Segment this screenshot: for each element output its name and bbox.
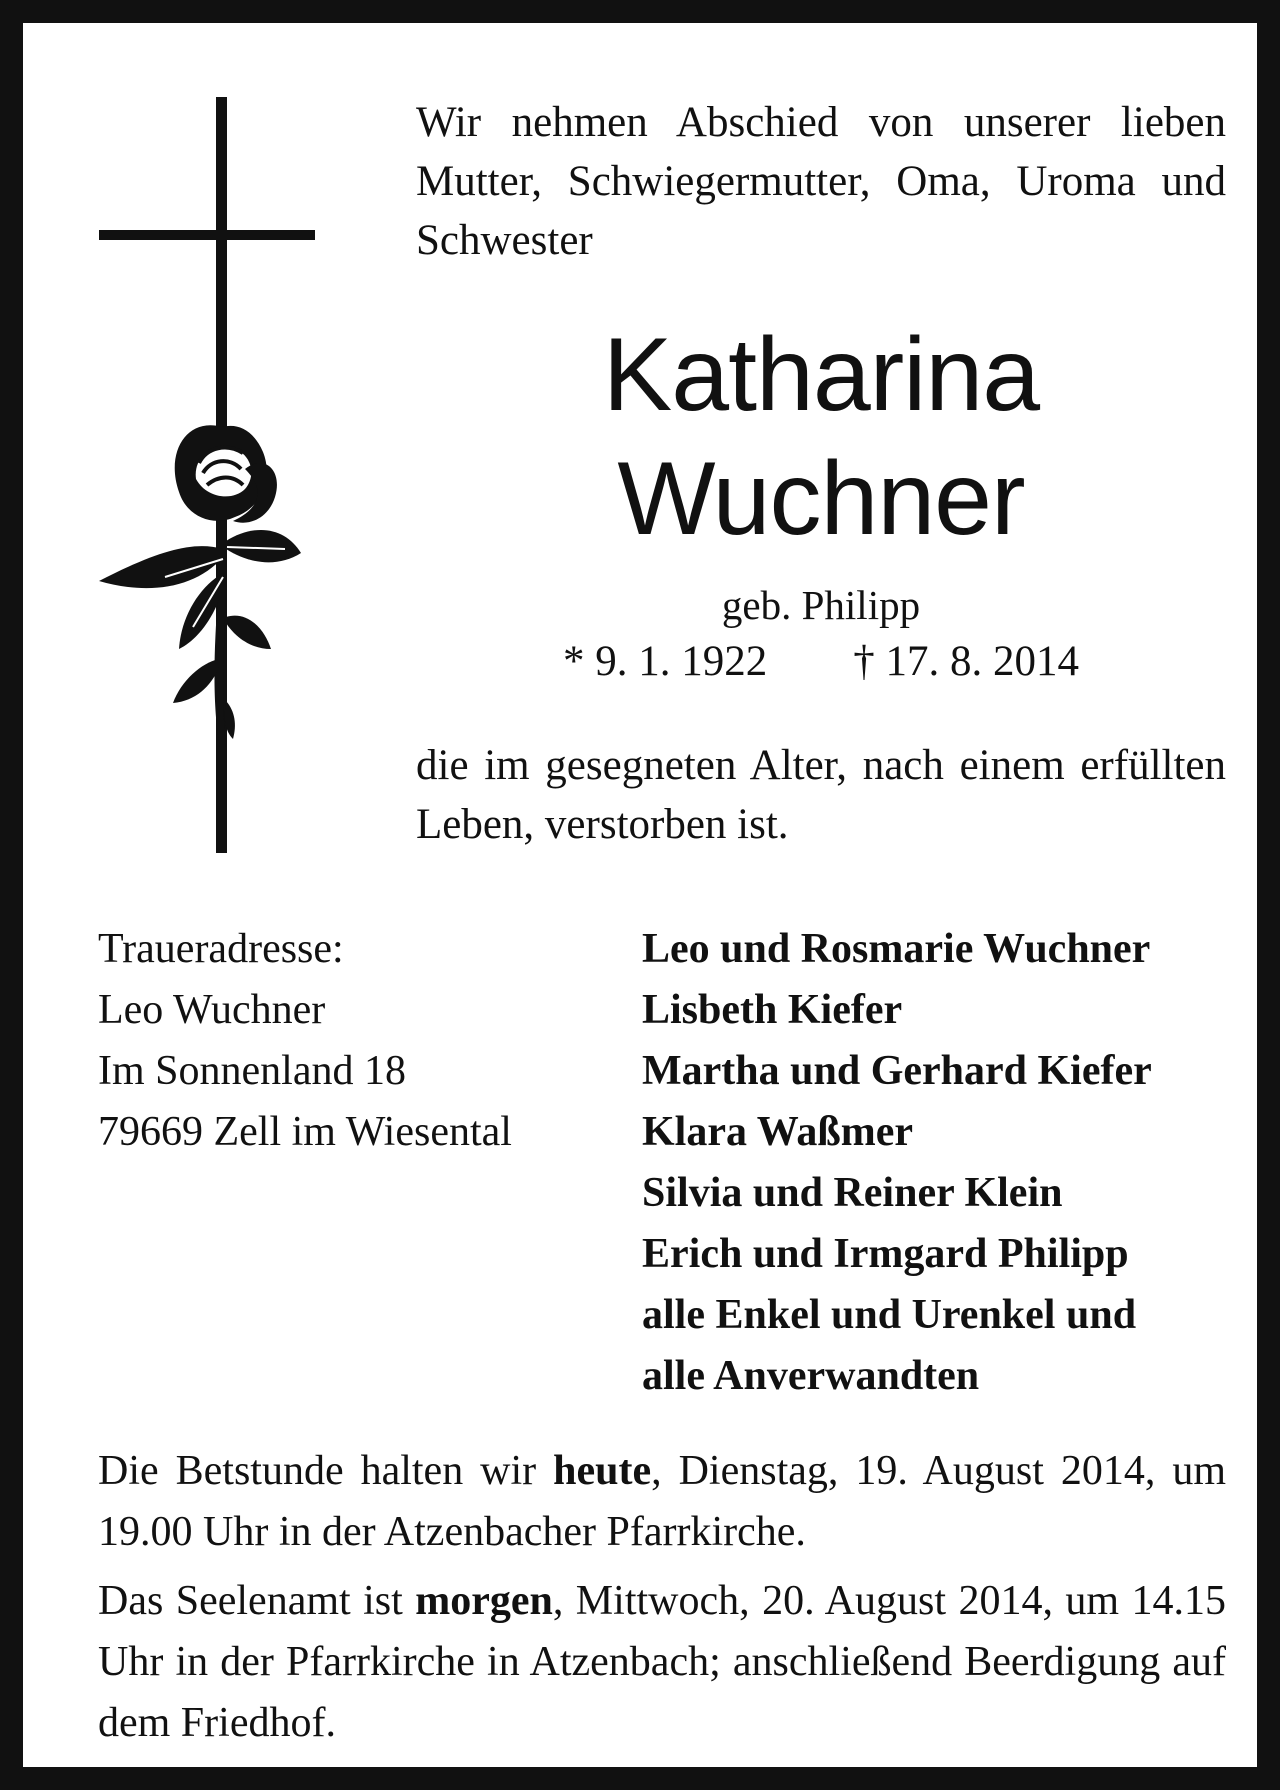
closing-text: die im gesegneten Alter, nach einem erfüllten Leben, verstorben ist.	[416, 742, 1226, 848]
mourners-list	[642, 919, 1232, 1407]
death-date: † 17. 8. 2014	[853, 638, 1079, 685]
prayer-service-day: heute	[553, 1448, 652, 1494]
mourner-item: Lisbeth Kiefer	[642, 987, 903, 1033]
address-label: Traueradresse:	[98, 926, 344, 972]
mourner-item: Silvia und Reiner Klein	[642, 1170, 1063, 1216]
mourner-item: Martha und Gerhard Kiefer	[642, 1048, 1152, 1094]
address-name: Leo Wuchner	[98, 987, 326, 1033]
prayer-service-text	[98, 1441, 1226, 1563]
mourner-item: Erich und Irmgard Philipp	[642, 1231, 1129, 1277]
rose-icon	[99, 425, 301, 747]
requiem-day: morgen	[415, 1578, 553, 1624]
deceased-last-name: Wuchner	[617, 441, 1025, 557]
address-street: Im Sonnenland 18	[98, 1048, 406, 1094]
address-city: 79669 Zell im Wiesental	[98, 1109, 512, 1155]
birth-date: * 9. 1. 1922	[563, 638, 768, 685]
deceased-first-name: Katharina	[602, 317, 1040, 433]
prayer-service-pre: Die Betstunde halten wir	[98, 1448, 554, 1494]
life-dates	[416, 635, 1226, 689]
mourner-item: Klara Waßmer	[642, 1109, 914, 1155]
cross-icon	[95, 97, 315, 857]
maiden-name: geb. Philipp	[721, 582, 921, 628]
requiem-text	[98, 1571, 1226, 1754]
requiem-post: , Mittwoch, 20. August 2014, um 14.15 Uhr in der Pfarrkirche in Atzenbach; anschließend Beerdigung auf dem Friedhof.	[98, 1578, 1226, 1746]
mourner-item: alle Enkel und Urenkel und	[642, 1292, 1137, 1338]
prayer-service-post: , Dienstag, 19. August 2014, um 19.00 Uhr in der Atzenbacher Pfarrkirche.	[98, 1448, 1226, 1555]
intro-text: Wir nehmen Abschied von unserer lieben Mutter, Schwiegermutter, Oma, Uroma und Schwester	[416, 99, 1226, 264]
mourner-item: Leo und Rosmarie Wuchner	[642, 926, 1151, 972]
mourner-item: alle Anverwandten	[642, 1353, 980, 1399]
requiem-pre: Das Seelenamt ist	[98, 1578, 416, 1624]
mourning-address	[98, 919, 638, 1163]
